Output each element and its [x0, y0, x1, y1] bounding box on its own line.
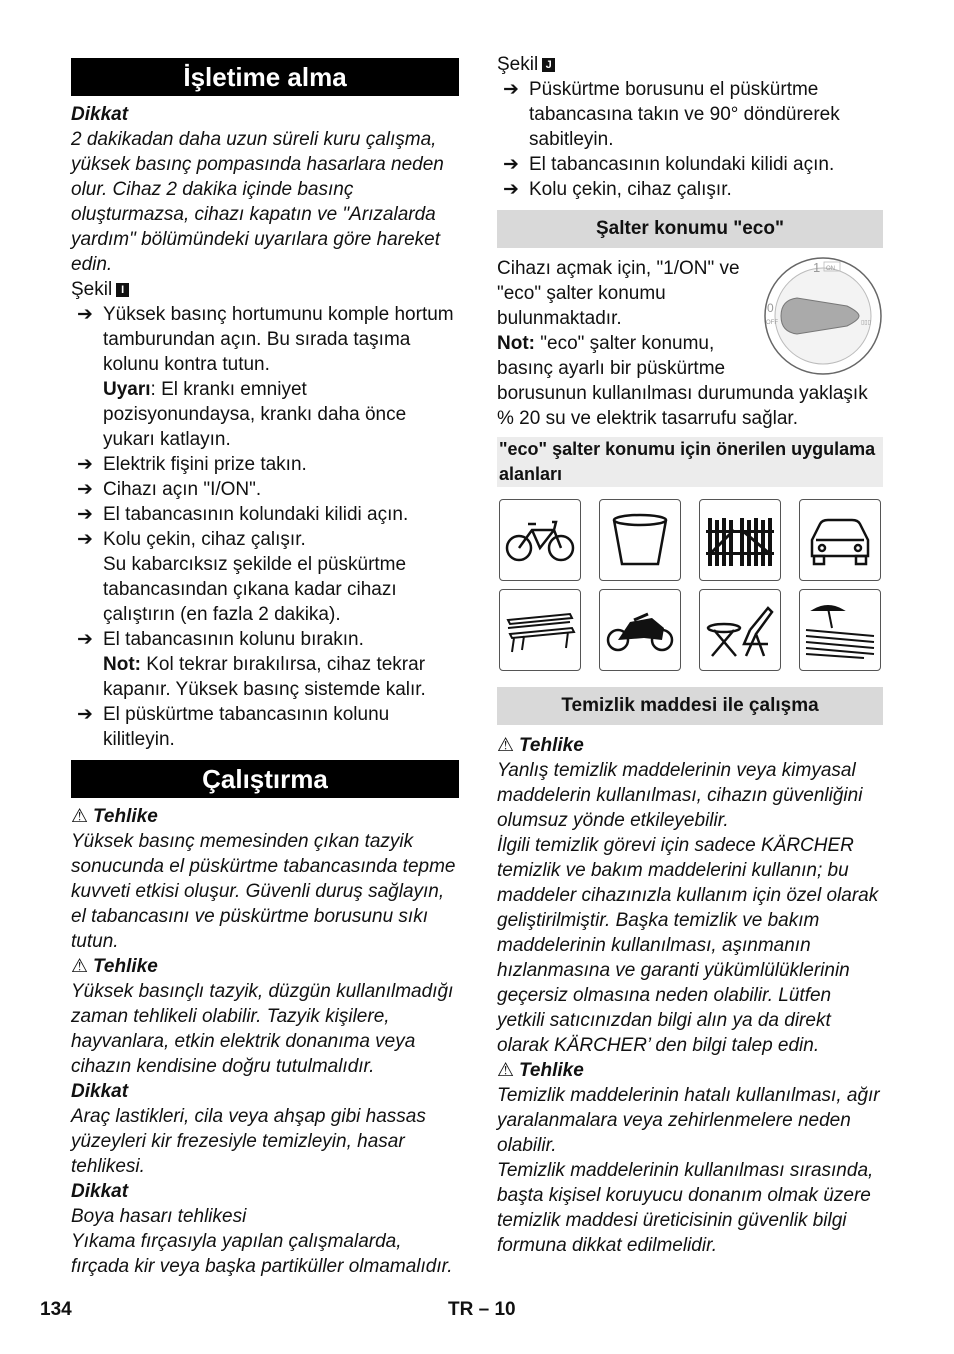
tehlike-label: Tehlike	[93, 956, 158, 977]
step-warning	[71, 377, 459, 452]
step-text: El tabancasının kolundaki kilidi açın.	[103, 504, 409, 525]
dikkat-text: Araç lastikleri, cila veya ahşap gibi hassas yüzeyleri kir frezesiyle temizleyin, hasar tehlikesi.	[71, 1106, 426, 1177]
tehlike-title	[71, 954, 459, 979]
eco-section	[497, 256, 883, 431]
page-number: 134	[40, 1299, 72, 1320]
tehlike-title	[71, 804, 459, 829]
eco-text: Cihazı açmak için, "1/ON" ve "eco" şalter konumu bulunmaktadır.	[497, 258, 740, 329]
step-item	[71, 302, 459, 377]
step-text: El tabancasının kolunu bırakın.	[103, 629, 364, 650]
arrow-right-icon: ➔	[77, 529, 93, 550]
right-column	[497, 50, 883, 1258]
step-text: Kolu çekin, cihaz çalışır.	[103, 529, 306, 550]
tehlike-text: Temizlik maddelerinin hatalı kullanılması, ağır yaralanmalara veya zehirlenmelere neden olabilir.	[497, 1085, 880, 1156]
arrow-right-icon: ➔	[77, 454, 93, 475]
heading-cleaning-agent: Temizlik maddesi ile çalışma	[497, 687, 883, 725]
dial-label-off: OFF	[766, 320, 778, 326]
step-item	[71, 477, 459, 502]
dikkat-text: Yıkama fırçasıyla yapılan çalışmalarda, fırçada kir veya başka partiküller olmamalıdır.	[71, 1231, 453, 1277]
step-item	[71, 452, 459, 477]
step-text: El püskürtme tabancasının kolunu kilitleyin.	[103, 704, 390, 750]
step-item	[71, 527, 459, 552]
arrow-right-icon: ➔	[77, 479, 93, 500]
arrow-right-icon: ➔	[503, 154, 519, 175]
heading-eco-switch: Şalter konumu "eco"	[497, 210, 883, 248]
figure-ref-box: I	[116, 283, 129, 297]
warning-triangle-icon: ⚠	[71, 806, 89, 827]
warning-text: : El krankı emniyet pozisyonundaysa, krankı daha önce yukarı katlayın.	[103, 379, 407, 450]
warning-label: Uyarı	[103, 379, 151, 400]
fence-icon	[699, 499, 781, 581]
note-label: Not:	[103, 654, 141, 675]
tehlike-text: Yanlış temizlik maddelerinin veya kimyasal maddelerin kullanılması, cihazın güvenliğini olumsuz yönde etkileyebilir.	[497, 760, 863, 831]
step-text: El tabancasının kolundaki kilidi açın.	[529, 154, 835, 175]
step-text: Püskürtme borusunu el püskürtme tabancasına takın ve 90° döndürerek sabitleyin.	[529, 79, 840, 150]
dikkat-title: Dikkat	[71, 1081, 129, 1102]
arrow-right-icon: ➔	[503, 179, 519, 200]
tehlike-title	[497, 733, 883, 758]
arrow-right-icon: ➔	[77, 704, 93, 725]
step-item	[71, 627, 459, 652]
section-label: TR – 10	[448, 1299, 516, 1320]
heading-isletime-alma: İşletime alma	[71, 58, 459, 96]
dial-label-zero: 0	[767, 301, 774, 315]
warning-triangle-icon: ⚠	[71, 956, 89, 977]
tehlike-title	[497, 1058, 883, 1083]
step-subtext: Su kabarcıksız şekilde el püskürtme tabancasından çıkana kadar cihazı çalıştırın (en fazla 2 dakika).	[103, 554, 407, 625]
garden-bench-icon	[499, 589, 581, 671]
note-text: Kol tekrar bırakılırsa, cihaz tekrar kapanır. Yüksek basınç sistemde kalır.	[103, 654, 426, 700]
note-text: "eco" şalter konumu, basınç ayarlı bir püskürtme borusunun kullanılması durumunda yaklaşık % 20 su ve elektrik tasarrufu sağlar.	[497, 333, 868, 429]
figure-reference	[497, 52, 883, 77]
patio-furniture-icon	[699, 589, 781, 671]
heading-eco-applications: "eco" şalter konumu için önerilen uygulama alanları	[497, 437, 883, 487]
step-item	[71, 702, 459, 752]
motorcycle-icon	[599, 589, 681, 671]
step-text: Kolu çekin, cihaz çalışır.	[529, 179, 732, 200]
note-label: Not:	[497, 333, 535, 354]
step-item	[497, 77, 883, 152]
dikkat-title: Dikkat	[71, 104, 129, 125]
dikkat-text: 2 dakikadan daha uzun süreli kuru çalışma, yüksek basınç pompasında hasarlara neden olur. Cihaz 2 dakika içinde basınç oluşturmazsa, cihazı kapatın ve "Arızalarda yardım" bölümündeki uyarılara göre hareket edin.	[71, 129, 444, 275]
dikkat-text: Boya hasarı tehlikesi	[71, 1206, 247, 1227]
step-note	[71, 652, 459, 702]
dial-label-one: 1	[813, 260, 821, 275]
svg-text:▯▯▯: ▯▯▯	[861, 320, 871, 326]
tehlike-text: Temizlik maddelerinin kullanılması sırasında, başta kişisel koruyucu donanım olmak üzere temizlik maddesi üreticisinin güvenlik bilgi formuna dikkat edilmelidir.	[497, 1160, 874, 1256]
arrow-right-icon: ➔	[503, 79, 519, 100]
figure-label: Şekil	[497, 54, 539, 75]
step-text: Cihazı açın "I/ON".	[103, 479, 262, 500]
tehlike-label: Tehlike	[93, 806, 158, 827]
arrow-right-icon: ➔	[77, 629, 93, 650]
figure-label: Şekil	[71, 279, 113, 300]
tehlike-label: Tehlike	[519, 735, 584, 756]
tehlike-label: Tehlike	[519, 1060, 584, 1081]
dikkat-title: Dikkat	[71, 1181, 129, 1202]
step-item	[71, 502, 459, 527]
tehlike-text: Yüksek basınçlı tazyik, düzgün kullanılmadığı zaman tehlikeli olabilir. Tazyik kişilere, hayvanlara, etkin elektrik donanıma veya cihazın kendisine doğru tutulmalıdır.	[71, 981, 454, 1077]
arrow-right-icon: ➔	[77, 304, 93, 325]
flower-pot-icon	[599, 499, 681, 581]
step-item	[497, 152, 883, 177]
car-icon	[799, 499, 881, 581]
arrow-right-icon: ➔	[77, 504, 93, 525]
application-icons-grid	[499, 499, 883, 671]
step-text: Elektrik fişini prize takın.	[103, 454, 307, 475]
tehlike-text: Yüksek basınç memesinden çıkan tazyik sonucunda el püskürtme tabancasında tepme kuvveti etkisi oluşur. Güvenli duruş sağlayın, el tabancasını ve püskürtme borusunu sıkı tutun.	[71, 831, 456, 952]
switch-dial-icon	[763, 256, 883, 376]
figure-reference	[71, 277, 459, 302]
figure-ref-box: J	[542, 58, 555, 72]
heading-calistirma: Çalıştırma	[71, 760, 459, 798]
warning-triangle-icon: ⚠	[497, 735, 515, 756]
bicycle-icon	[499, 499, 581, 581]
step-item	[497, 177, 883, 202]
dial-label-on: ON	[826, 266, 835, 272]
left-column	[71, 50, 459, 1279]
step-text: Yüksek basınç hortumunu komple hortum tamburundan açın. Bu sırada taşıma kolunu kontra tutun.	[103, 304, 454, 375]
warning-triangle-icon: ⚠	[497, 1060, 515, 1081]
tehlike-text: İlgili temizlik görevi için sadece KÄRCHER temizlik ve bakım maddelerini kullanın; bu maddeler cihazınızla kullanım için özel olarak geliştirilmiştir. Başka temizlik ve bakım maddelerinin kullanılması, aşınmanın hızlanmasına ve garanti yükümlülüklerinin geçersiz olmasına neden olabilir. Lütfen yetkili satıcınızdan bilgi alın ya da direkt olarak KÄRCHER’ den bilgi talep edin.	[497, 835, 879, 1056]
wooden-deck-icon	[799, 589, 881, 671]
